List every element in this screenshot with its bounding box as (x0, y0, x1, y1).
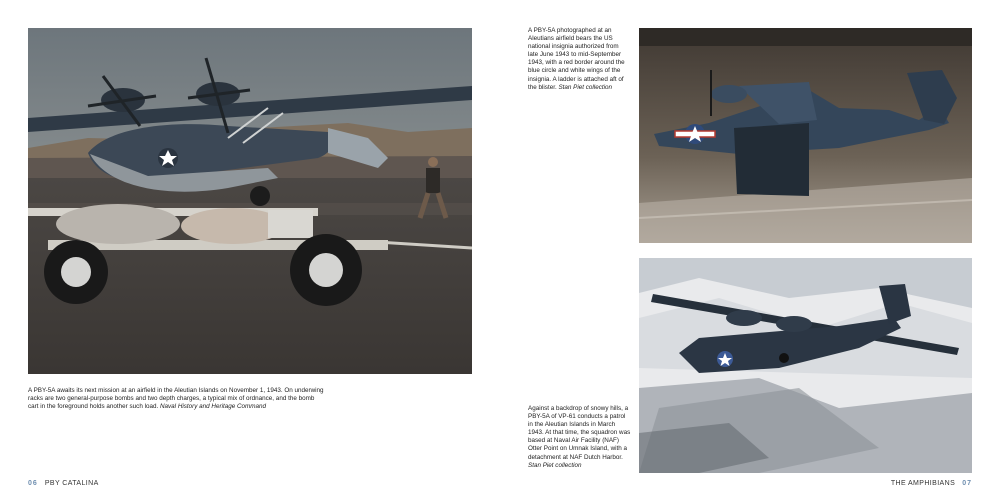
photo-pby-snowy-hills (639, 258, 972, 473)
running-head-right: THE AMPHIBIANS (890, 480, 956, 487)
caption-credit: Stan Piet collection (528, 461, 582, 469)
left-folio (28, 480, 99, 487)
photo-pby-airfield-insignia (639, 28, 972, 243)
right-top-photo-caption (528, 27, 628, 92)
left-photo-caption (28, 387, 324, 411)
caption-credit: Stan Piet collection (558, 83, 613, 91)
caption-text: A PBY-5A photographed at an Aleutians airfield bears the US national insignia authorized from late June 1943 to mid-September 1943, with a red border around the blue circle and white wings of the insignia. A ladder is attached aft of the blister. (528, 27, 625, 91)
caption-text: A PBY-5A awaits its next mission at an airfield in the Aleutian Islands on November 1, 1943. On underwing racks are two general-purpose bombs and two depth charges, a typical mix of ordnance, and the bomb cart in the foreground holds another such load. (28, 387, 324, 411)
right-bottom-photo-caption (528, 405, 632, 470)
page-number-left: 06 (28, 480, 38, 487)
running-head-left: PBY CATALINA (44, 480, 99, 487)
page-number-right: 07 (962, 480, 972, 487)
right-folio (891, 480, 972, 487)
caption-text: Against a backdrop of snowy hills, a PBY-5A of VP-61 conducts a patrol in the Aleutian Islands in March 1943. At that time, the squadron was based at Naval Air Facility (NAF) Otter Point on Umnak Island, with a detachment at NAF Dutch Harbor. (528, 405, 631, 461)
photo-pby-bomb-cart (28, 28, 472, 374)
caption-credit: Naval History and Heritage Command (159, 403, 267, 411)
